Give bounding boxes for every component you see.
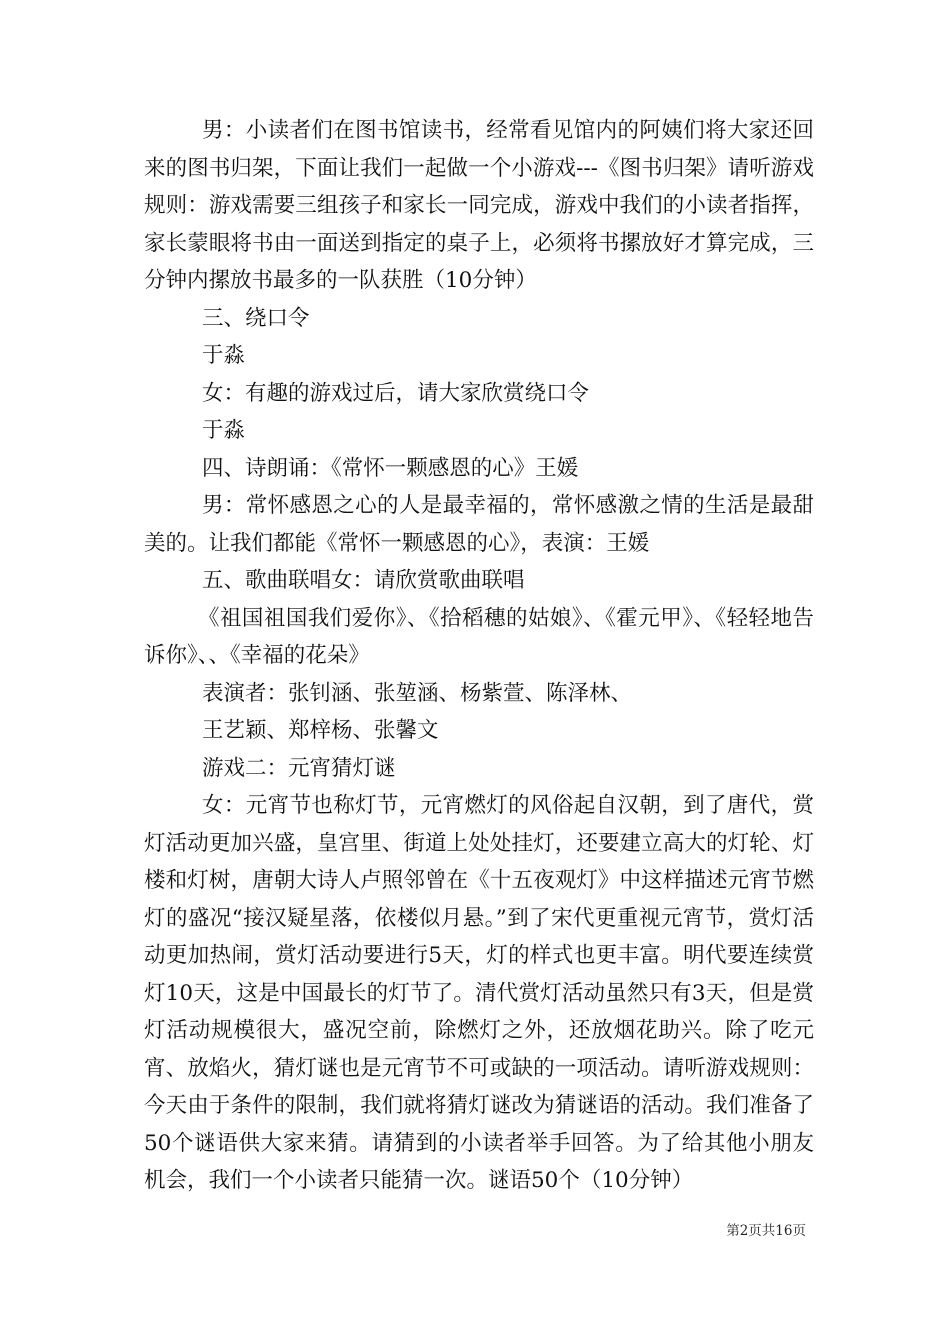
page-number-footer: 第2页共16页	[726, 1223, 806, 1239]
document-body	[144, 112, 814, 1200]
song-list: 《祖国祖国我们爱你》、《拾稻穗的姑娘》、《霍元甲》、《轻轻地告诉你》、、《幸福的花朵》	[144, 605, 814, 668]
performers-line: 表演者：张钊涵、张堃涵、杨紫萱、陈泽林、	[202, 680, 633, 706]
performers-line: 王艺颖、郑梓杨、张馨文	[202, 718, 439, 743]
paragraph-host-male: 男：常怀感恩之心的人是最幸福的，常怀感激之情的生活是最甜美的。让我们都能《常怀一颗感恩的心》，表演：王媛	[144, 493, 814, 556]
performer-line: 于淼	[202, 343, 246, 368]
paragraph-lantern-festival: 女：元宵节也称灯节，元宵燃灯的风俗起自汉朝，到了唐代，赏灯活动更加兴盛，皇宫里、街道上处处挂灯，还要建立高大的灯轮、灯楼和灯树，唐朝大诗人卢照邻曾在《十五夜观灯》中这样描述元宵节燃灯的盛况“接汉疑星落，依楼似月悬。”到了宋代更重视元宵节，赏灯活动更加热闹，赏灯活动要进行5天，灯的样式也更丰富。明代要连续赏灯10天，这是中国最长的灯节了。清代赏灯活动虽然只有3天，但是赏灯活动规模很大，盛况空前，除燃灯之外，还放烟花助兴。除了吃元宵、放焰火，猜灯谜也是元宵节不可或缺的一项活动。请听游戏规则：今天由于条件的限制，我们就将猜灯谜改为猜谜语的活动。我们准备了50个谜语供大家来猜。请猜到的小读者举手回答。为了给其他小朋友机会，我们一个小读者只能猜一次。谜语50个（10分钟）	[144, 793, 814, 1193]
section-heading-lantern-game: 游戏二：元宵猜灯谜	[202, 755, 396, 781]
section-heading-poem: 四、诗朗诵：《常怀一颗感恩的心》王媛	[202, 455, 579, 481]
performer-line: 于淼	[202, 418, 246, 443]
section-heading-tongue-twister: 三、绕口令	[202, 305, 310, 331]
paragraph-library-game: 男：小读者们在图书馆读书，经常看见馆内的阿姨们将大家还回来的图书归架，下面让我们一起做一个小游戏---《图书归架》请听游戏规则：游戏需要三组孩子和家长一同完成，游戏中我们的小读者指挥，家长蒙眼将书由一面送到指定的桌子上，必须将书摞放好才算完成，三分钟内摞放书最多的一队获胜（10分钟）	[144, 118, 814, 293]
section-heading-songs: 五、歌曲联唱女：请欣赏歌曲联唱	[202, 568, 525, 593]
paragraph-host-female: 女：有趣的游戏过后，请大家欣赏绕口令	[202, 380, 590, 406]
